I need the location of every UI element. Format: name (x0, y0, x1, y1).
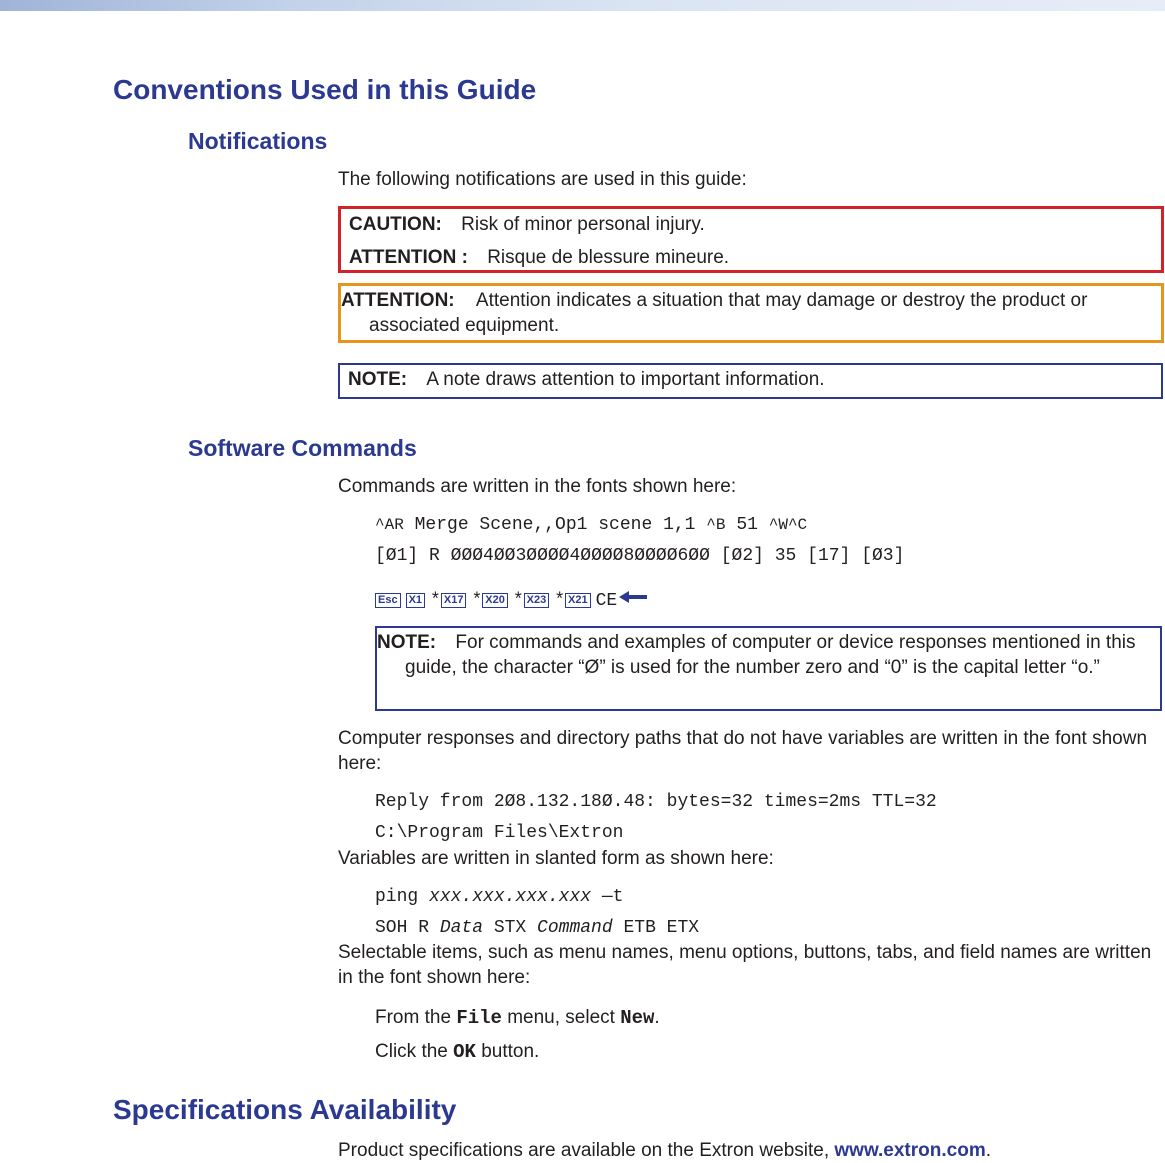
ctrl-b: ^B (706, 516, 726, 534)
top-gradient-bar (0, 0, 1165, 11)
caution-text: Risk of minor personal injury. (461, 214, 705, 235)
responses-intro: Computer responses and directory paths that do not have variables are written in the font shown here: (338, 728, 1148, 774)
attention-box (338, 283, 1164, 343)
var1-cmd: ping (375, 887, 430, 907)
cmd2-num: 35 (774, 546, 797, 566)
cmd2-part4: [Ø3] (861, 546, 905, 566)
star-2: * (471, 590, 483, 611)
sel2-pre: Click the (375, 1041, 454, 1062)
cmd2-part2: [Ø2] (720, 546, 764, 566)
command-line-1 (375, 515, 807, 535)
commands-intro: Commands are written in the fonts shown here: (338, 476, 737, 497)
note-box-2 (375, 626, 1162, 711)
selectable-line-2 (375, 1039, 539, 1065)
var2-command: Command (537, 918, 613, 938)
var2-etb: ETB ETX (612, 918, 700, 938)
note-text: A note draws attention to important information. (426, 369, 825, 390)
heading-specifications: Specifications Availability (113, 1094, 457, 1125)
var2-data: Data (439, 918, 484, 938)
key-x17: X17 (441, 593, 467, 608)
enter-arrow-icon (619, 590, 647, 610)
command-num: 51 (736, 515, 758, 535)
caution-label: CAUTION: (349, 214, 442, 235)
command-text: Merge Scene,,Op1 scene 1,1 (414, 515, 696, 535)
heading-software-commands: Software Commands (188, 435, 417, 461)
key-x21: X21 (565, 593, 591, 608)
ctrl-end: ^W^C (768, 516, 808, 534)
sel1-mid: menu, select (501, 1007, 621, 1028)
note-box (338, 363, 1163, 399)
note2-text: For commands and examples of computer or device responses mentioned in this guide, the character “Ø” is used for the number zero and “0” is the capital letter “o.” (405, 632, 1136, 678)
key-x20: X20 (482, 593, 508, 608)
cmd2-part1: [Ø1] (375, 546, 419, 566)
heading-conventions: Conventions Used in this Guide (113, 74, 537, 105)
key-x23: X23 (524, 593, 550, 608)
variable-line-1 (375, 887, 623, 907)
selectable-intro: Selectable items, such as menu names, menu options, buttons, tabs, and field names are written in the font shown here: (338, 942, 1152, 988)
attention-text: Attention indicates a situation that may damage or destroy the product or associated equipment. (369, 290, 1088, 336)
selectable-line-1 (375, 1005, 660, 1031)
star-1: * (430, 590, 441, 611)
command-line-3 (375, 590, 647, 611)
response-line-1: Reply from 2Ø8.132.18Ø.48: bytes=32 times=2ms TTL=32 (375, 792, 937, 812)
star-3: * (512, 590, 524, 611)
specs-paragraph (338, 1138, 991, 1163)
caution-text-fr: Risque de blessure mineure. (487, 247, 730, 268)
caution-label-fr: ATTENTION : (349, 247, 468, 268)
extron-website-link[interactable]: www.extron.com (834, 1140, 986, 1161)
var1-flag: —t (591, 887, 624, 907)
cmd2-r: R (429, 546, 440, 566)
new-menu-option: New (620, 1007, 655, 1029)
response-line-2: C:\Program Files\Extron (375, 823, 624, 843)
variable-line-2 (375, 918, 699, 938)
ctrl-ar: ^AR (375, 516, 404, 534)
key-x1: X1 (406, 593, 425, 608)
attention-label: ATTENTION: (341, 290, 455, 311)
heading-notifications: Notifications (188, 128, 328, 154)
star-4: * (554, 590, 566, 611)
key-esc: Esc (375, 593, 401, 608)
note-label: NOTE: (348, 369, 408, 390)
cmd2-part3: [17] (807, 546, 851, 566)
cmd3-end: CE (595, 590, 618, 611)
sel1-post: . (654, 1007, 660, 1028)
var2-soh: SOH R (375, 918, 440, 938)
notifications-intro: The following notifications are used in this guide: (338, 169, 747, 190)
file-menu-name: File (456, 1007, 502, 1029)
caution-box (338, 206, 1164, 273)
var1-var: xxx.xxx.xxx.xxx (429, 887, 592, 907)
note2-label: NOTE: (377, 632, 437, 653)
var2-stx: STX (483, 918, 538, 938)
cmd2-body: ØØØ4ØØ3ØØØØ4ØØØØ8ØØØØ6ØØ (450, 546, 710, 566)
sel2-post: button. (475, 1041, 540, 1062)
command-line-2 (375, 546, 904, 566)
sel1-pre: From the (375, 1007, 457, 1028)
specs-text: Product specifications are available on the Extron website, (338, 1140, 835, 1161)
specs-end: . (985, 1140, 991, 1161)
ok-button-name: OK (453, 1041, 476, 1063)
variables-intro: Variables are written in slanted form as shown here: (338, 848, 774, 869)
